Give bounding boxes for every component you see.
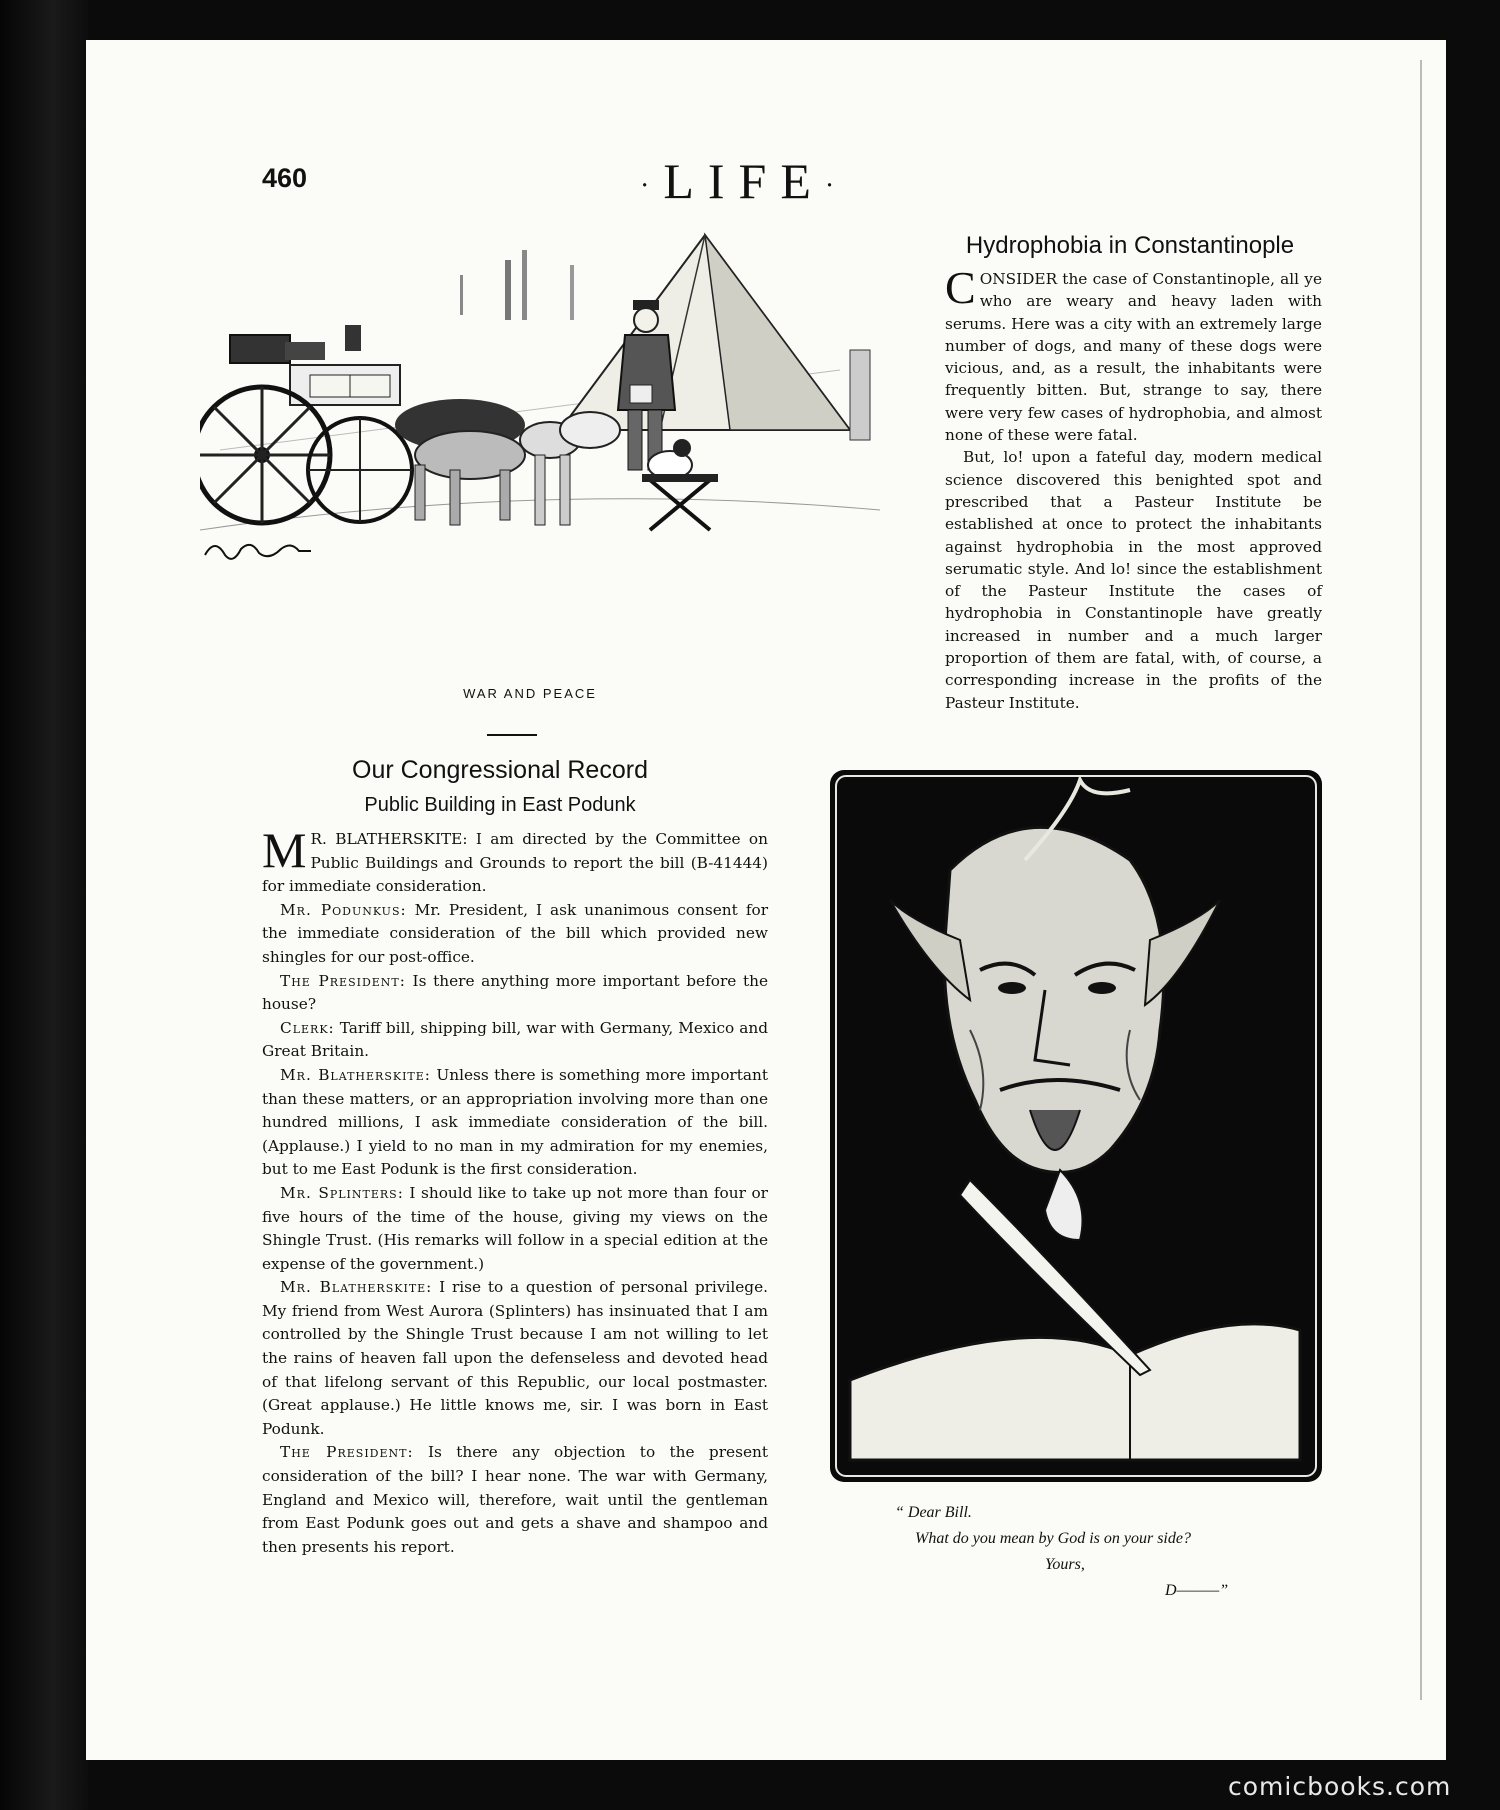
article-paragraph: Mr. Blatherskite: Unless there is something more important than these matters, or an appropriation involving more than one hundred millions, I ask immediate consideration of the bill. (Applause.) I yield to no man in my admiration for my enemies, but to me East Podunk is the first consideration.	[262, 1065, 769, 1179]
article-body-hydrophobia	[945, 262, 1322, 714]
dog-cart-machine-gun-illustration	[200, 230, 880, 660]
illustration-caption: WAR AND PEACE	[463, 686, 597, 701]
masthead: ·LIFE·	[640, 153, 849, 209]
scan-edge	[0, 0, 88, 1810]
article-paragraph: Mr. Splinters: I should like to take up not more than four or five hours of the time of the house, giving my views on the Shingle Trust. (His remarks will follow in a special edition at the expense of the government.)	[262, 1183, 768, 1273]
illustration-caption-letter	[895, 1500, 1255, 1604]
cart	[200, 325, 412, 523]
section-divider	[487, 734, 537, 736]
page-edge-rule	[1420, 60, 1422, 1700]
speaker-name: The President:	[280, 1443, 414, 1462]
caption-signature: D———”	[1165, 1582, 1229, 1599]
article-title-congress: Our Congressional Record	[352, 756, 648, 784]
speaker-name: Clerk:	[280, 1018, 335, 1037]
article-paragraph: The President: Is there anything more important before the house?	[262, 971, 769, 1014]
speaker-name: Mr. Blatherskite:	[280, 1065, 431, 1084]
masthead-title: LIFE	[663, 153, 825, 209]
article-paragraph: Mr. Blatherskite: I rise to a question of personal privilege. My friend from West Aurora (Splinters) has insinuated that I am controlled by the Shingle Trust because I am not willing to let the rains of heaven fall upon the defenseless and devoted head of that lifelong servant of this Republic, our local postmaster. (Great applause.) He little knows me, sir. I was born in East Podunk.	[262, 1278, 768, 1438]
page-number: 460	[262, 163, 308, 193]
caption-question: What do you mean by God is on your side?	[915, 1530, 1191, 1547]
article-paragraph: Mr. Podunkus: Mr. President, I ask unanimous consent for the immediate consideration of the bill which provided new shingles for our post-office.	[262, 900, 769, 966]
article-paragraph: Clerk: Tariff bill, shipping bill, war with Germany, Mexico and Great Britain.	[262, 1018, 768, 1061]
speaker-name: The President:	[280, 971, 406, 990]
drop-cap: C	[945, 262, 976, 313]
article-body-congress	[262, 822, 769, 1559]
article-title-hydrophobia: Hydrophobia in Constantinople	[965, 232, 1295, 259]
caption-closing: Yours,	[1045, 1556, 1085, 1573]
article-paragraph: But, lo! upon a fateful day, modern medical science discovered this benighted spot and prescribed that a Pasteur Institute be established at once to protect the inhabitants against hydrophobia in the most approved serumatic style. And lo! since the establishment of the Pasteur Institute the cases of hydrophobia in Constantinople have greatly increased in number and a much larger proportion of them are fatal, with, of course, a corresponding increase in the profits of the Pasteur Institute.	[945, 448, 1322, 712]
speaker-name: Mr. Blatherskite:	[280, 1278, 433, 1297]
caption-salutation: “ Dear Bill.	[895, 1504, 972, 1521]
article-subtitle-congress: Public Building in East Podunk	[364, 794, 636, 816]
watermark-text: comicbooks.com	[1228, 1772, 1452, 1801]
drop-cap: M	[262, 822, 307, 878]
article-paragraph: CONSIDER the case of Constantinople, all ye who are weary and heavy laden with serums. Here was a city with an extremely large number of dogs, and many of these dogs were vicious, and, as a result, the inhabitants were frequently bitten. But, strange to say, there were very few cases of hydrophobia, and almost none of these were fatal.	[945, 262, 1322, 445]
article-paragraph: M R. BLATHERSKITE: I am directed by the Committee on Public Buildings and Grounds to report the bill (B-41444) for immediate consideration.	[262, 822, 768, 896]
article-paragraph: The President: Is there any objection to the present consideration of the bill? I hear none. The war with Germany, England and Mexico will, therefore, wait until the gentleman from East Podunk goes out and gets a shave and shampoo and then presents his report.	[262, 1443, 768, 1556]
devil-writing-letter-illustration	[830, 770, 1322, 1482]
speaker-name: Mr. Podunkus:	[280, 900, 407, 919]
speaker-name: Mr. Splinters:	[280, 1183, 404, 1202]
dogs-pulling-cart	[395, 399, 620, 525]
artist-signature	[205, 545, 311, 559]
